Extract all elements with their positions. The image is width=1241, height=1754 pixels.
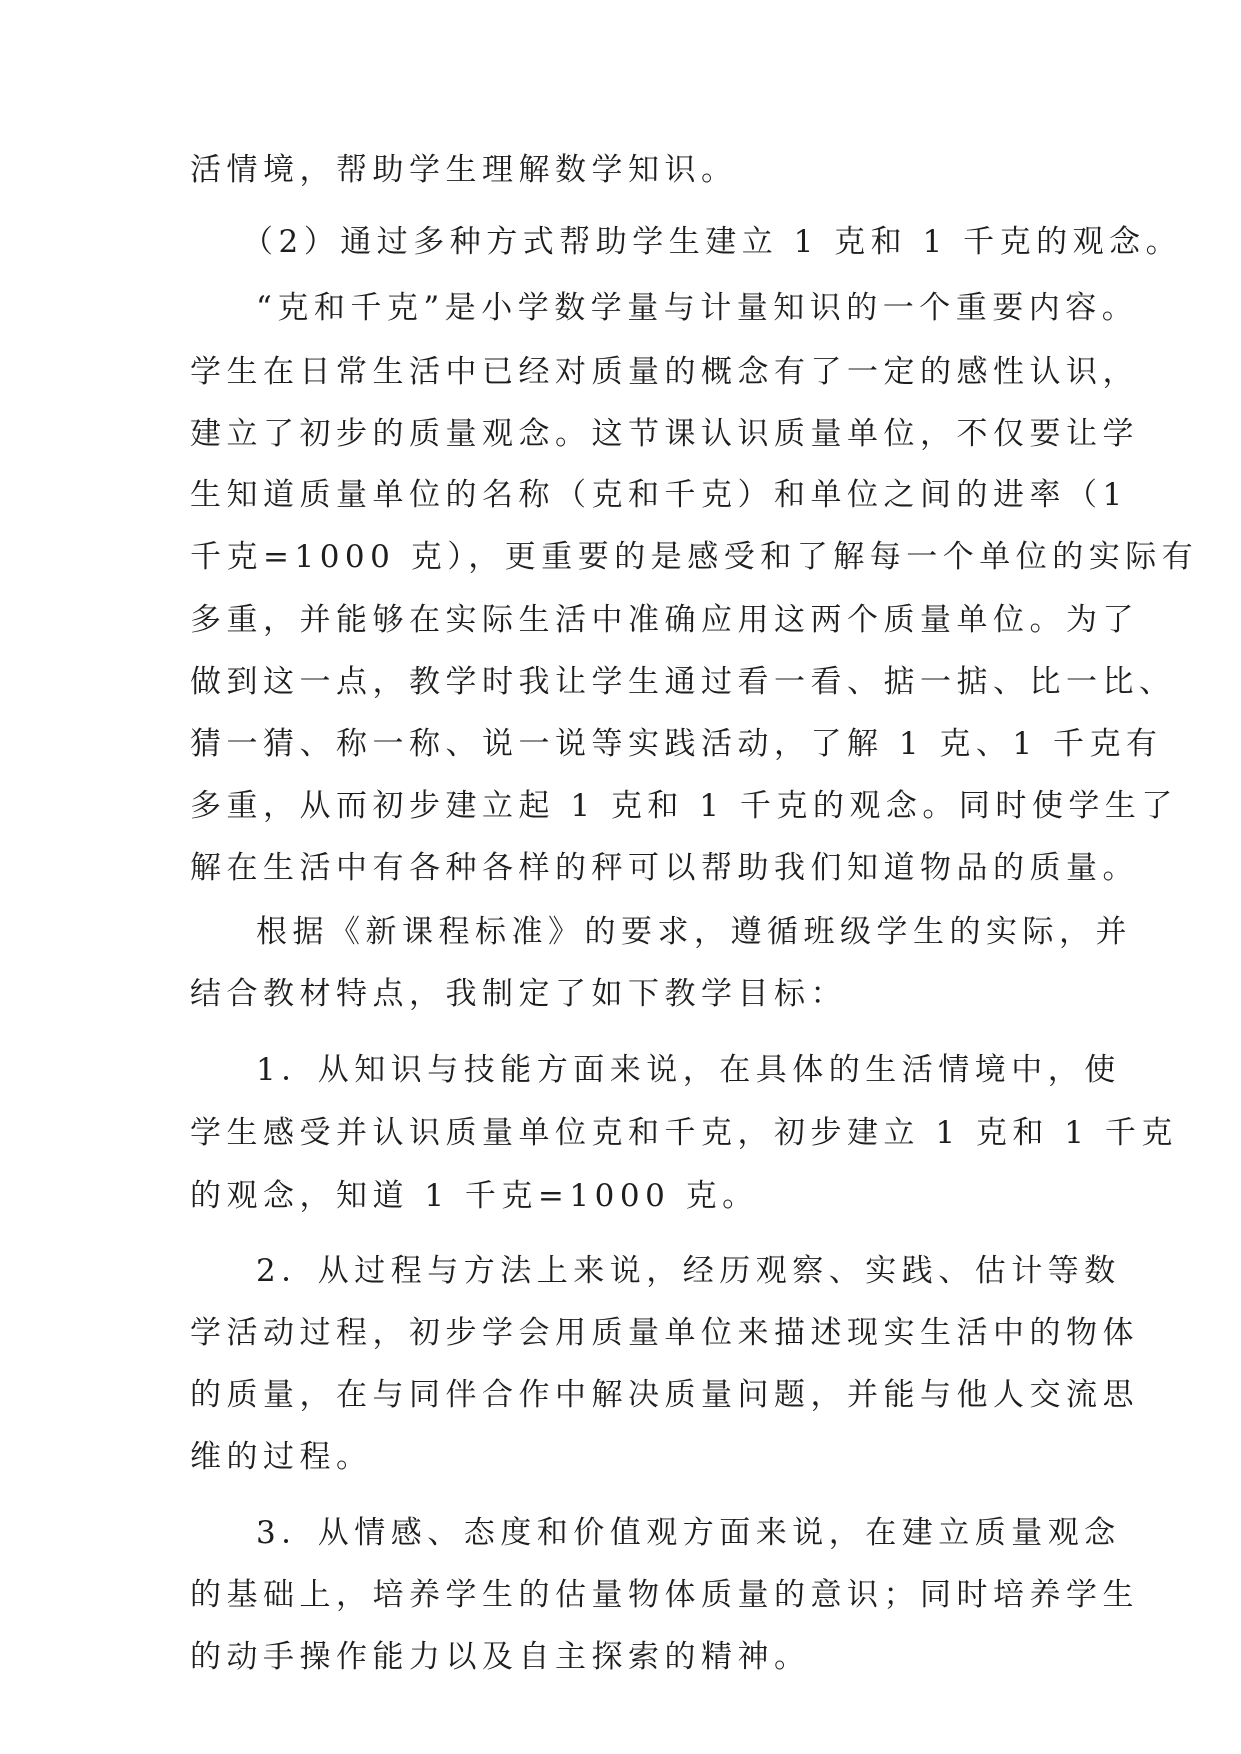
text-line: 结合教材特点，我制定了如下教学目标： — [190, 976, 847, 1012]
text-line: （2）通过多种方式帮助学生建立 1 克和 1 千克的观念。 — [242, 224, 1183, 260]
text-line: 1．从知识与技能方面来说，在具体的生活情境中，使 — [256, 1052, 1121, 1088]
text-line: 生知道质量单位的名称（克和千克）和单位之间的进率（1 — [190, 477, 1128, 513]
text-line: 学生感受并认识质量单位克和千克，初步建立 1 克和 1 千克 — [190, 1115, 1178, 1151]
text-line: 的质量，在与同伴合作中解决质量问题，并能与他人交流思 — [190, 1377, 1139, 1413]
text-line: 做到这一点，教学时我让学生通过看一看、掂一掂、比一比、 — [190, 664, 1176, 700]
text-line: 的基础上，培养学生的估量物体质量的意识；同时培养学生 — [190, 1577, 1139, 1613]
text-line: 多重，从而初步建立起 1 克和 1 千克的观念。同时使学生了 — [190, 788, 1178, 824]
text-line: 千克=1000 克），更重要的是感受和了解每一个单位的实际有 — [190, 539, 1199, 575]
text-line: 的观念，知道 1 千克=1000 克。 — [190, 1178, 759, 1214]
text-line: 猜一猜、称一称、说一说等实践活动，了解 1 克、1 千克有 — [190, 726, 1163, 762]
text-line: 根据《新课程标准》的要求，遵循班级学生的实际，并 — [256, 914, 1132, 950]
text-line: 的动手操作能力以及自主探索的精神。 — [190, 1639, 811, 1675]
text-line: 维的过程。 — [190, 1439, 373, 1475]
text-line: 3．从情感、态度和价值观方面来说，在建立质量观念 — [256, 1515, 1121, 1551]
text-line: “克和千克”是小学数学量与计量知识的一个重要内容。 — [256, 290, 1139, 326]
text-line: 活情境，帮助学生理解数学知识。 — [190, 152, 738, 188]
text-line: 2．从过程与方法上来说，经历观察、实践、估计等数 — [256, 1253, 1121, 1289]
text-line: 学生在日常生活中已经对质量的概念有了一定的感性认识， — [190, 354, 1139, 390]
text-line: 解在生活中有各种各样的秤可以帮助我们知道物品的质量。 — [190, 850, 1139, 886]
text-line: 多重，并能够在实际生活中准确应用这两个质量单位。为了 — [190, 602, 1139, 638]
text-line: 建立了初步的质量观念。这节课认识质量单位，不仅要让学 — [190, 416, 1139, 452]
text-line: 学活动过程，初步学会用质量单位来描述现实生活中的物体 — [190, 1315, 1139, 1351]
